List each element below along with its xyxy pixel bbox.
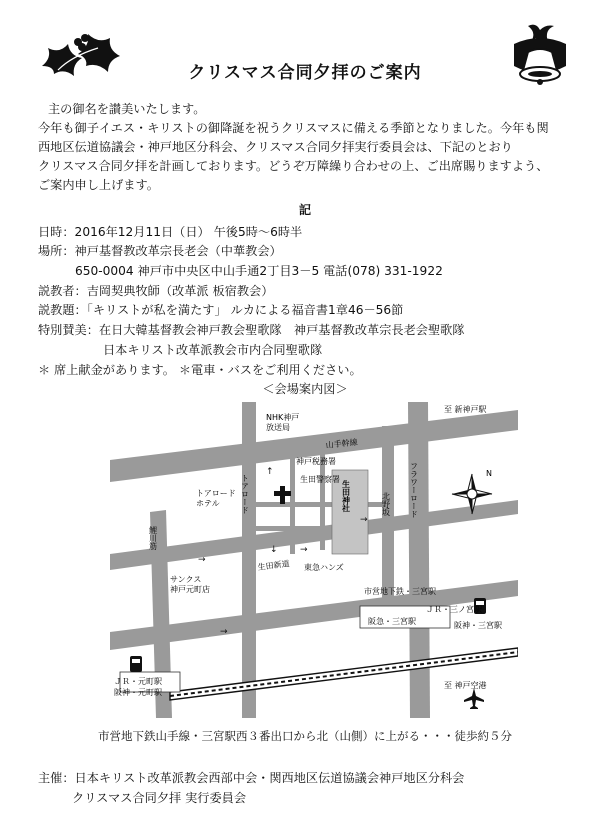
svg-text:→: →	[360, 515, 368, 525]
intro-line-5: ご案内申し上げます。	[38, 178, 159, 192]
map-heading: ＜会場案内図＞	[262, 382, 348, 396]
place: 場所：神戸基督教改革宗長老会（中華教会）	[38, 244, 282, 258]
intro-line-3: 西地区伝道協議会・神戸地区分科会、クリスマス合同夕拝実行委員会は、下記のとおり	[38, 140, 513, 154]
train-icon-motomachi	[130, 656, 142, 672]
label-shinkobe: 至 新神戸駅	[444, 405, 487, 414]
label-ikuta-police: 生田警察署	[300, 475, 340, 484]
label-tor-hotel: トアロードホテル	[196, 489, 236, 508]
label-tokyu: 東急ハンズ	[304, 563, 344, 572]
intro-line-1: 主の御名を讃美いたします。	[48, 102, 206, 116]
label-sub-sannomiya: 市営地下鉄・三宮駅	[364, 587, 436, 596]
label-tor-road: トアロード	[240, 474, 250, 514]
label-jr-motomachi: ＪＲ・元町駅	[114, 677, 162, 686]
intro-line-2: 今年も御子イエス・キリストの御降誕を祝うクリスマスに備える季節となりました。今年も関	[38, 121, 549, 135]
svg-text:N: N	[486, 469, 492, 478]
notes: ＊ 席上献金があります。 ＊電車・バスをご利用ください。	[38, 363, 362, 377]
svg-text:→: →	[300, 545, 308, 555]
svg-text:→: →	[220, 627, 228, 637]
label-yamate: 山手幹線	[325, 437, 359, 450]
label-koikawa: 鯉川筋	[148, 526, 158, 550]
label-ikuta-shrine: 生田神社	[341, 480, 351, 512]
label-sanx: サンクス神戸元町店	[170, 575, 210, 594]
datetime: 日時：2016年12月11日（日） 午後5時～6時半	[38, 225, 303, 239]
label-flower: フラワーロード	[409, 462, 419, 518]
label-ikuta-shindo: 生田新道	[257, 559, 291, 572]
organizers: 主催：日本キリスト改革派教会西部中会・関西地区伝道協議会神戸地区分科会	[38, 771, 465, 785]
road-flower	[408, 402, 430, 718]
label-nhk: NHK神戸放送局	[266, 413, 300, 432]
label-hanshin-sannomiya: 阪神・三宮駅	[454, 621, 502, 630]
label-airport: 至 神戸空港	[444, 681, 487, 690]
special-choir-1: 特別賛美：在日大韓基督教会神戸教会聖歌隊 神戸基督教改革宗長老会聖歌隊	[38, 323, 465, 337]
svg-text:↓: ↓	[270, 545, 278, 555]
label-hanshin-motomachi: 阪神・元町駅	[114, 688, 162, 697]
preacher: 説教者：吉岡契典牧師（改革派 板宿教会）	[38, 284, 274, 298]
label-kitano: 北野坂	[381, 492, 391, 516]
svg-text:→: →	[198, 555, 206, 565]
label-jr-sannomiya: ＪＲ・三ノ宮駅	[426, 605, 482, 614]
map-caption: 市営地下鉄山手線・三宮駅西３番出口から北（山側）に上がる・・・徒歩約５分	[98, 729, 512, 743]
ki-label: 記	[298, 203, 312, 217]
sermon-title: 説教題：「キリストが私を満たす」 ルカによる福音書1章46－56節	[38, 303, 404, 317]
road-tor	[242, 402, 256, 718]
venue-map	[110, 402, 518, 718]
special-choir-2: 日本キリスト改革派教会市内合同聖歌隊	[103, 343, 323, 357]
label-zeimusho: 神戸税務署	[296, 457, 336, 466]
svg-text:↑: ↑	[266, 467, 274, 477]
intro-line-4: クリスマス合同夕拝を計画しております。どうぞ万障繰り合わせの上、ご出席賜りますよう、	[38, 159, 549, 173]
label-hankyu: 阪急・三宮駅	[368, 617, 416, 626]
address: 650-0004 神戸市中央区中山手通2丁目3－5 電話(078) 331-1922	[75, 264, 443, 278]
page-title: クリスマス合同夕拝のご案内	[188, 63, 422, 83]
committee: クリスマス合同夕拝 実行委員会	[72, 791, 247, 805]
